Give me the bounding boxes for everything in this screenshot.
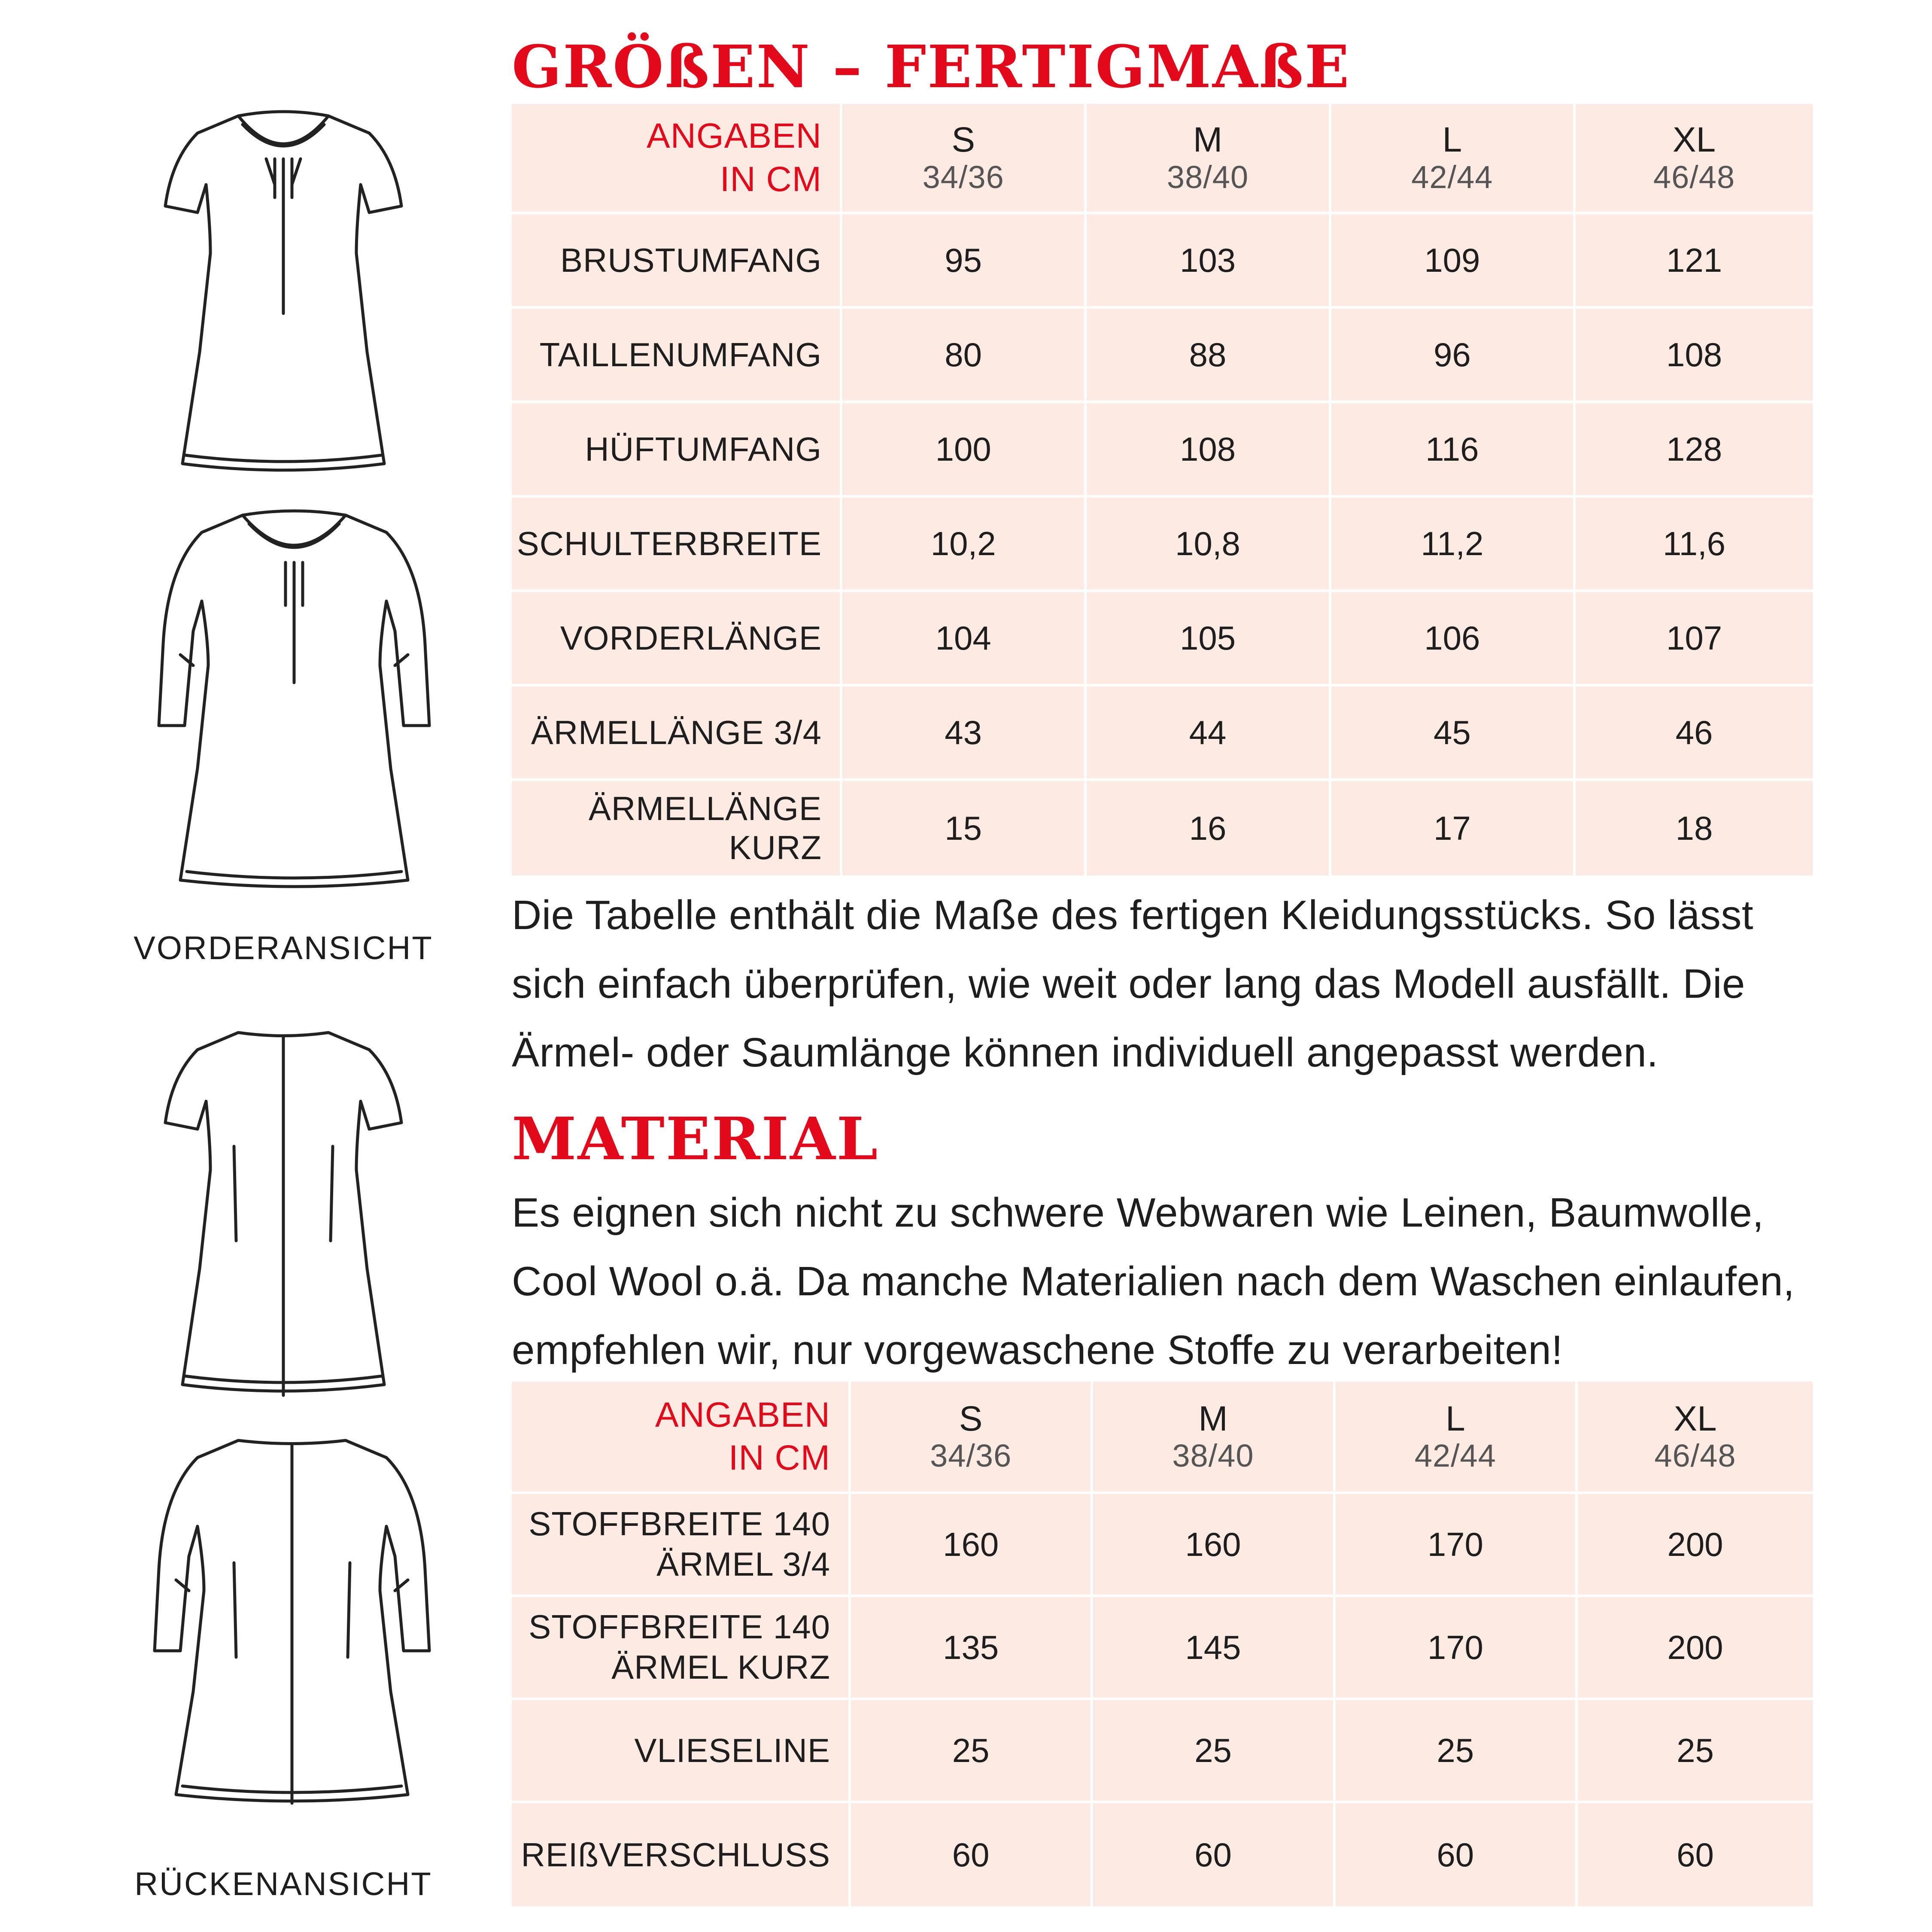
- unit-line-2: IN CM: [728, 1438, 830, 1477]
- sizes-title: GRÖßEN – FERTIGMAßE: [512, 33, 1351, 101]
- size-letter: L: [1442, 120, 1462, 160]
- size-column-header: [1331, 104, 1576, 214]
- back-view-label: RÜCKENANSICHT: [134, 1866, 432, 1902]
- material-title: MATERIAL: [512, 1105, 879, 1173]
- cell-value: 25: [1336, 1700, 1578, 1803]
- cell-value: 11,2: [1331, 498, 1576, 592]
- row-label: REIßVERSCHLUSS: [512, 1803, 851, 1906]
- table-row: [512, 403, 1813, 498]
- row-label: HÜFTUMFANG: [512, 403, 842, 498]
- cell-value: 15: [842, 781, 1087, 875]
- unit-line-1: ANGABEN: [655, 1395, 830, 1434]
- cell-value: 16: [1087, 781, 1331, 875]
- size-letter: S: [951, 120, 975, 160]
- sizes-note: Die Tabelle enthält die Maße des fertigen Kleidungsstücks. So lässt sich einfach überprüfen, wie weit oder lang das Modell ausfällt. Die Ärmel- oder Saumlänge können individuell angepasst werden.: [512, 892, 1753, 1075]
- cell-value: 60: [1578, 1803, 1813, 1906]
- cell-value: 80: [842, 309, 1087, 403]
- front-three-quarter-sleeve-sketch: [146, 502, 447, 902]
- material-header-row: [512, 1382, 1813, 1494]
- cell-value: 108: [1576, 309, 1813, 403]
- row-label: VLIESELINE: [512, 1700, 851, 1803]
- cell-value: 44: [1087, 687, 1331, 781]
- table-row: [512, 592, 1813, 687]
- table-row: [512, 1494, 1813, 1597]
- unit-label: [512, 104, 842, 214]
- unit-label: [512, 1382, 851, 1494]
- cell-value: 95: [842, 214, 1087, 309]
- cell-value: 200: [1578, 1494, 1813, 1597]
- front-view-label: VORDERANSICHT: [134, 930, 433, 966]
- cell-value: 170: [1336, 1597, 1578, 1700]
- cell-value: 60: [1093, 1803, 1335, 1906]
- size-letter: L: [1445, 1399, 1465, 1438]
- cell-value: 128: [1576, 403, 1813, 498]
- cell-value: 108: [1087, 403, 1331, 498]
- size-range: 46/48: [1653, 159, 1735, 195]
- row-label: [512, 1494, 851, 1597]
- size-column-header: [1578, 1382, 1813, 1494]
- material-text: Es eignen sich nicht zu schwere Webwaren wie Leinen, Baumwolle, Cool Wool o.ä. Da manche Materialien nach dem Waschen einlaufen, empfehlen wir, nur vorgewaschene Stoffe zu verarbeiten!: [512, 1190, 1795, 1373]
- table-row: [512, 687, 1813, 781]
- size-letter: M: [1193, 120, 1223, 160]
- table-row: [512, 214, 1813, 309]
- row-label: [512, 1597, 851, 1700]
- front-short-sleeve-sketch: [146, 99, 421, 485]
- cell-value: 25: [1093, 1700, 1335, 1803]
- cell-value: 88: [1087, 309, 1331, 403]
- row-label-line-1: STOFFBREITE 140: [529, 1608, 830, 1646]
- cell-value: 145: [1093, 1597, 1335, 1700]
- table-row: [512, 781, 1813, 875]
- size-column-header: [1336, 1382, 1578, 1494]
- size-column-header: [842, 104, 1087, 214]
- table-row: [512, 1803, 1813, 1906]
- row-label-line-2: ÄRMEL 3/4: [656, 1545, 830, 1583]
- cell-value: 104: [842, 592, 1087, 687]
- row-label: ÄRMELLÄNGE KURZ: [512, 781, 842, 875]
- unit-line-2: IN CM: [720, 159, 822, 199]
- cell-value: 160: [851, 1494, 1093, 1597]
- cell-value: 200: [1578, 1597, 1813, 1700]
- cell-value: 46: [1576, 687, 1813, 781]
- row-label: ÄRMELLÄNGE 3/4: [512, 687, 842, 781]
- size-range: 42/44: [1411, 159, 1493, 195]
- size-column-header: [1576, 104, 1813, 214]
- size-range: 34/36: [930, 1438, 1012, 1474]
- cell-value: 121: [1576, 214, 1813, 309]
- row-label: BRUSTUMFANG: [512, 214, 842, 309]
- cell-value: 109: [1331, 214, 1576, 309]
- cell-value: 60: [1336, 1803, 1578, 1906]
- size-range: 46/48: [1654, 1438, 1736, 1474]
- table-row: [512, 498, 1813, 592]
- cell-value: 100: [842, 403, 1087, 498]
- row-label-line-1: STOFFBREITE 140: [529, 1505, 830, 1543]
- cell-value: 160: [1093, 1494, 1335, 1597]
- back-three-quarter-sleeve-sketch: [137, 1434, 447, 1812]
- cell-value: 105: [1087, 592, 1331, 687]
- table-row: [512, 309, 1813, 403]
- size-range: 38/40: [1166, 159, 1249, 195]
- size-letter: XL: [1674, 1399, 1717, 1438]
- cell-value: 106: [1331, 592, 1576, 687]
- row-label-line-2: ÄRMEL KURZ: [611, 1648, 830, 1686]
- size-range: 34/36: [922, 159, 1004, 195]
- cell-value: 170: [1336, 1494, 1578, 1597]
- size-letter: S: [959, 1399, 983, 1438]
- cell-value: 25: [1578, 1700, 1813, 1803]
- row-label: SCHULTERBREITE: [512, 498, 842, 592]
- table-row: [512, 1597, 1813, 1700]
- unit-line-1: ANGABEN: [647, 116, 822, 156]
- size-column-header: [851, 1382, 1093, 1494]
- size-column-header: [1093, 1382, 1335, 1494]
- cell-value: 25: [851, 1700, 1093, 1803]
- cell-value: 11,6: [1576, 498, 1813, 592]
- sizes-header-row: [512, 104, 1813, 214]
- sizes-table: [512, 104, 1813, 875]
- size-range: 38/40: [1172, 1438, 1254, 1474]
- cell-value: 116: [1331, 403, 1576, 498]
- cell-value: 43: [842, 687, 1087, 781]
- cell-value: 10,8: [1087, 498, 1331, 592]
- material-table: [512, 1382, 1813, 1906]
- table-row: [512, 1700, 1813, 1803]
- cell-value: 10,2: [842, 498, 1087, 592]
- cell-value: 103: [1087, 214, 1331, 309]
- sketch-column: [0, 0, 507, 1932]
- size-range: 42/44: [1414, 1438, 1496, 1474]
- cell-value: 18: [1576, 781, 1813, 875]
- back-short-sleeve-sketch: [146, 1026, 421, 1413]
- cell-value: 96: [1331, 309, 1576, 403]
- cell-value: 17: [1331, 781, 1576, 875]
- cell-value: 60: [851, 1803, 1093, 1906]
- size-letter: M: [1198, 1399, 1228, 1438]
- row-label: TAILLENUMFANG: [512, 309, 842, 403]
- cell-value: 135: [851, 1597, 1093, 1700]
- size-letter: XL: [1672, 120, 1716, 160]
- size-column-header: [1087, 104, 1331, 214]
- cell-value: 107: [1576, 592, 1813, 687]
- cell-value: 45: [1331, 687, 1576, 781]
- row-label: VORDERLÄNGE: [512, 592, 842, 687]
